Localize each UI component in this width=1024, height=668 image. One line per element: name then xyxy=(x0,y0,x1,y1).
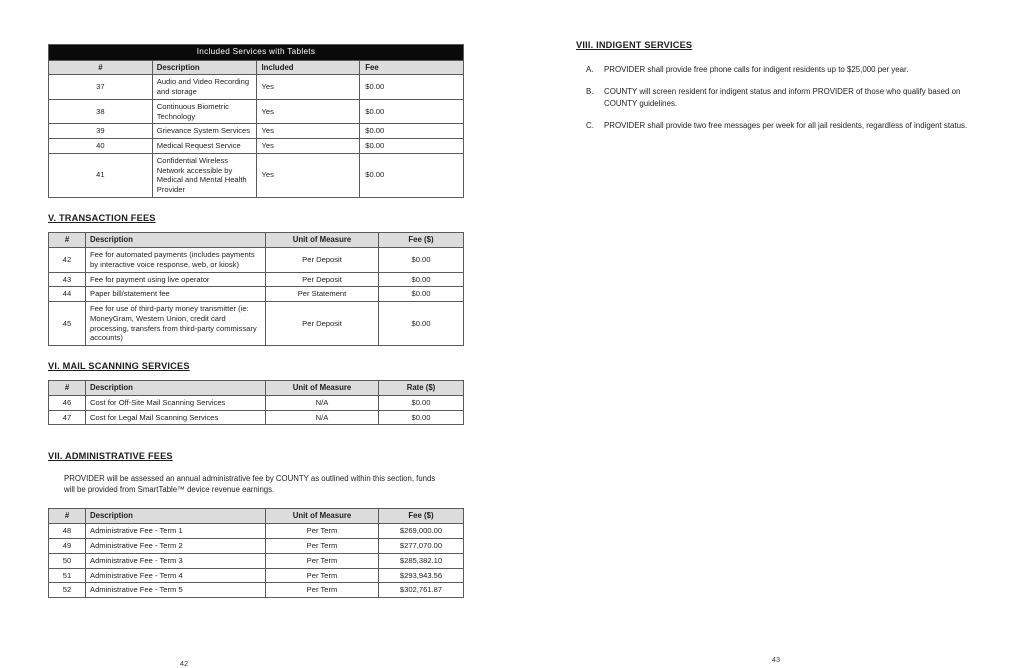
table-header-row xyxy=(49,232,464,247)
cell-included: Yes xyxy=(256,153,360,197)
cell-description: Audio and Video Recording and storage xyxy=(152,75,256,99)
table-header-row xyxy=(49,509,464,524)
cell-unit-of-measure: Per Term xyxy=(266,583,379,598)
left-page-content xyxy=(48,44,464,668)
list-item-text: PROVIDER shall provide free phone calls for indigent residents up to $25,000 per year. xyxy=(604,65,909,74)
cell-description: Administrative Fee - Term 3 xyxy=(86,553,266,568)
section-heading-indigent-services: VIII. INDIGENT SERVICES xyxy=(576,40,693,50)
cell-unit-of-measure: Per Deposit xyxy=(266,247,379,272)
column-header-description: Description xyxy=(86,232,266,247)
cell-unit-of-measure: Per Statement xyxy=(266,287,379,302)
column-header-number: # xyxy=(49,509,86,524)
table-row xyxy=(49,153,464,197)
list-item-letter: C. xyxy=(586,121,594,131)
cell-number: 46 xyxy=(49,395,86,410)
cell-number: 41 xyxy=(49,153,153,197)
cell-number: 51 xyxy=(49,568,86,583)
table-row xyxy=(49,272,464,287)
section-heading-mail-scanning-services: VI. MAIL SCANNING SERVICES xyxy=(48,360,190,371)
cell-description: Fee for use of third-party money transmitter (ie: MoneyGram, Western Union, credit card processing, transfers from third-party commissary accounts) xyxy=(86,302,266,346)
cell-fee: $302,761.87 xyxy=(379,583,464,598)
table-row xyxy=(49,395,464,410)
cell-unit-of-measure: Per Deposit xyxy=(266,272,379,287)
column-header-fee: Fee xyxy=(360,60,464,75)
administrative-fees-paragraph: PROVIDER will be assessed an annual administrative fee by COUNTY as outlined within this section, funds will be provided from SmartTable™ device revenue earnings. xyxy=(64,474,436,495)
column-header-description: Description xyxy=(152,60,256,75)
table-administrative-fees xyxy=(48,508,464,598)
table-row xyxy=(49,287,464,302)
cell-description: Administrative Fee - Term 5 xyxy=(86,583,266,598)
cell-number: 44 xyxy=(49,287,86,302)
section-heading-transaction-fees: V. TRANSACTION FEES xyxy=(48,212,156,223)
cell-description: Confidential Wireless Network accessible by Medical and Mental Health Provider xyxy=(152,153,256,197)
cell-description: Administrative Fee - Term 2 xyxy=(86,539,266,554)
column-header-number: # xyxy=(49,232,86,247)
cell-description: Fee for automated payments (includes payments by interactive voice response, web, or kiosk) xyxy=(86,247,266,272)
cell-unit-of-measure: Per Term xyxy=(266,539,379,554)
table-included-services xyxy=(48,44,464,198)
spacer xyxy=(48,198,464,213)
cell-unit-of-measure: Per Term xyxy=(266,524,379,539)
cell-description: Grievance System Services xyxy=(152,124,256,139)
spacer xyxy=(48,495,464,508)
cell-rate: $0.00 xyxy=(379,395,464,410)
cell-fee: $0.00 xyxy=(360,153,464,197)
page-number-right: 43 xyxy=(771,655,781,664)
table-row xyxy=(49,583,464,598)
indigent-services-list xyxy=(576,64,976,132)
cell-number: 38 xyxy=(49,99,153,123)
cell-included: Yes xyxy=(256,124,360,139)
cell-unit-of-measure: N/A xyxy=(266,410,379,425)
column-header-number: # xyxy=(49,380,86,395)
column-header-number: # xyxy=(49,60,153,75)
table-row xyxy=(49,99,464,123)
table-row xyxy=(49,247,464,272)
table-header-row xyxy=(49,60,464,75)
column-header-description: Description xyxy=(86,509,266,524)
table-row xyxy=(49,302,464,346)
column-header-included: Included xyxy=(256,60,360,75)
cell-description: Paper bill/statement fee xyxy=(86,287,266,302)
cell-description: Administrative Fee - Term 4 xyxy=(86,568,266,583)
cell-unit-of-measure: N/A xyxy=(266,395,379,410)
table-row xyxy=(49,124,464,139)
cell-fee: $277,070.00 xyxy=(379,539,464,554)
cell-included: Yes xyxy=(256,139,360,154)
table-row xyxy=(49,524,464,539)
table-title: Included Services with Tablets xyxy=(49,45,464,61)
cell-unit-of-measure: Per Term xyxy=(266,568,379,583)
spacer xyxy=(48,371,464,380)
spacer xyxy=(48,461,464,473)
document-page-right xyxy=(512,0,1024,662)
cell-fee: $0.00 xyxy=(379,302,464,346)
table-title-row xyxy=(49,45,464,61)
cell-fee: $0.00 xyxy=(360,99,464,123)
list-item-text: COUNTY will screen resident for indigent status and inform PROVIDER of those who qualify based on COUNTY guidelines. xyxy=(604,87,961,108)
cell-number: 43 xyxy=(49,272,86,287)
column-header-rate: Rate ($) xyxy=(379,380,464,395)
cell-number: 50 xyxy=(49,553,86,568)
cell-fee: $0.00 xyxy=(379,247,464,272)
table-row xyxy=(49,553,464,568)
cell-number: 37 xyxy=(49,75,153,99)
page-number-left: 42 xyxy=(179,659,189,668)
cell-unit-of-measure: Per Deposit xyxy=(266,302,379,346)
cell-fee: $269,000.00 xyxy=(379,524,464,539)
cell-fee: $0.00 xyxy=(379,272,464,287)
cell-fee: $0.00 xyxy=(360,124,464,139)
cell-rate: $0.00 xyxy=(379,410,464,425)
cell-number: 39 xyxy=(49,124,153,139)
spacer xyxy=(48,223,464,232)
cell-fee: $0.00 xyxy=(360,139,464,154)
column-header-description: Description xyxy=(86,380,266,395)
column-header-unit-of-measure: Unit of Measure xyxy=(266,380,379,395)
column-header-unit-of-measure: Unit of Measure xyxy=(266,232,379,247)
cell-number: 47 xyxy=(49,410,86,425)
list-item xyxy=(576,86,976,109)
list-item xyxy=(576,64,976,75)
list-item-text: PROVIDER shall provide two free messages per week for all jail residents, regardless of indigent status. xyxy=(604,121,968,131)
cell-number: 48 xyxy=(49,524,86,539)
column-header-fee: Fee ($) xyxy=(379,509,464,524)
table-row xyxy=(49,75,464,99)
cell-fee: $0.00 xyxy=(360,75,464,99)
cell-included: Yes xyxy=(256,99,360,123)
table-row xyxy=(49,410,464,425)
cell-number: 49 xyxy=(49,539,86,554)
cell-description: Continuous Biometric Technology xyxy=(152,99,256,123)
list-item-letter: B. xyxy=(586,87,594,97)
cell-description: Cost for Legal Mail Scanning Services xyxy=(86,410,266,425)
cell-included: Yes xyxy=(256,75,360,99)
cell-number: 42 xyxy=(49,247,86,272)
table-transaction-fees xyxy=(48,232,464,346)
cell-unit-of-measure: Per Term xyxy=(266,553,379,568)
cell-description: Fee for payment using live operator xyxy=(86,272,266,287)
table-row xyxy=(49,568,464,583)
table-row xyxy=(49,139,464,154)
cell-fee: $293,943.56 xyxy=(379,568,464,583)
table-header-row xyxy=(49,380,464,395)
cell-fee: $285,382.10 xyxy=(379,553,464,568)
cell-fee: $0.00 xyxy=(379,287,464,302)
column-header-unit-of-measure: Unit of Measure xyxy=(266,509,379,524)
spacer xyxy=(576,50,976,64)
cell-description: Administrative Fee - Term 1 xyxy=(86,524,266,539)
table-row xyxy=(49,539,464,554)
cell-description: Cost for Off-Site Mail Scanning Services xyxy=(86,395,266,410)
cell-number: 52 xyxy=(49,583,86,598)
cell-number: 45 xyxy=(49,302,86,346)
table-mail-scanning-services xyxy=(48,380,464,425)
section-heading-administrative-fees: VII. ADMINISTRATIVE FEES xyxy=(48,451,173,462)
cell-description: Medical Request Service xyxy=(152,139,256,154)
right-page-content xyxy=(576,40,976,664)
list-item xyxy=(576,120,976,131)
list-item-letter: A. xyxy=(586,65,594,74)
spacer xyxy=(48,425,464,451)
column-header-fee: Fee ($) xyxy=(379,232,464,247)
cell-number: 40 xyxy=(49,139,153,154)
spacer xyxy=(48,346,464,361)
